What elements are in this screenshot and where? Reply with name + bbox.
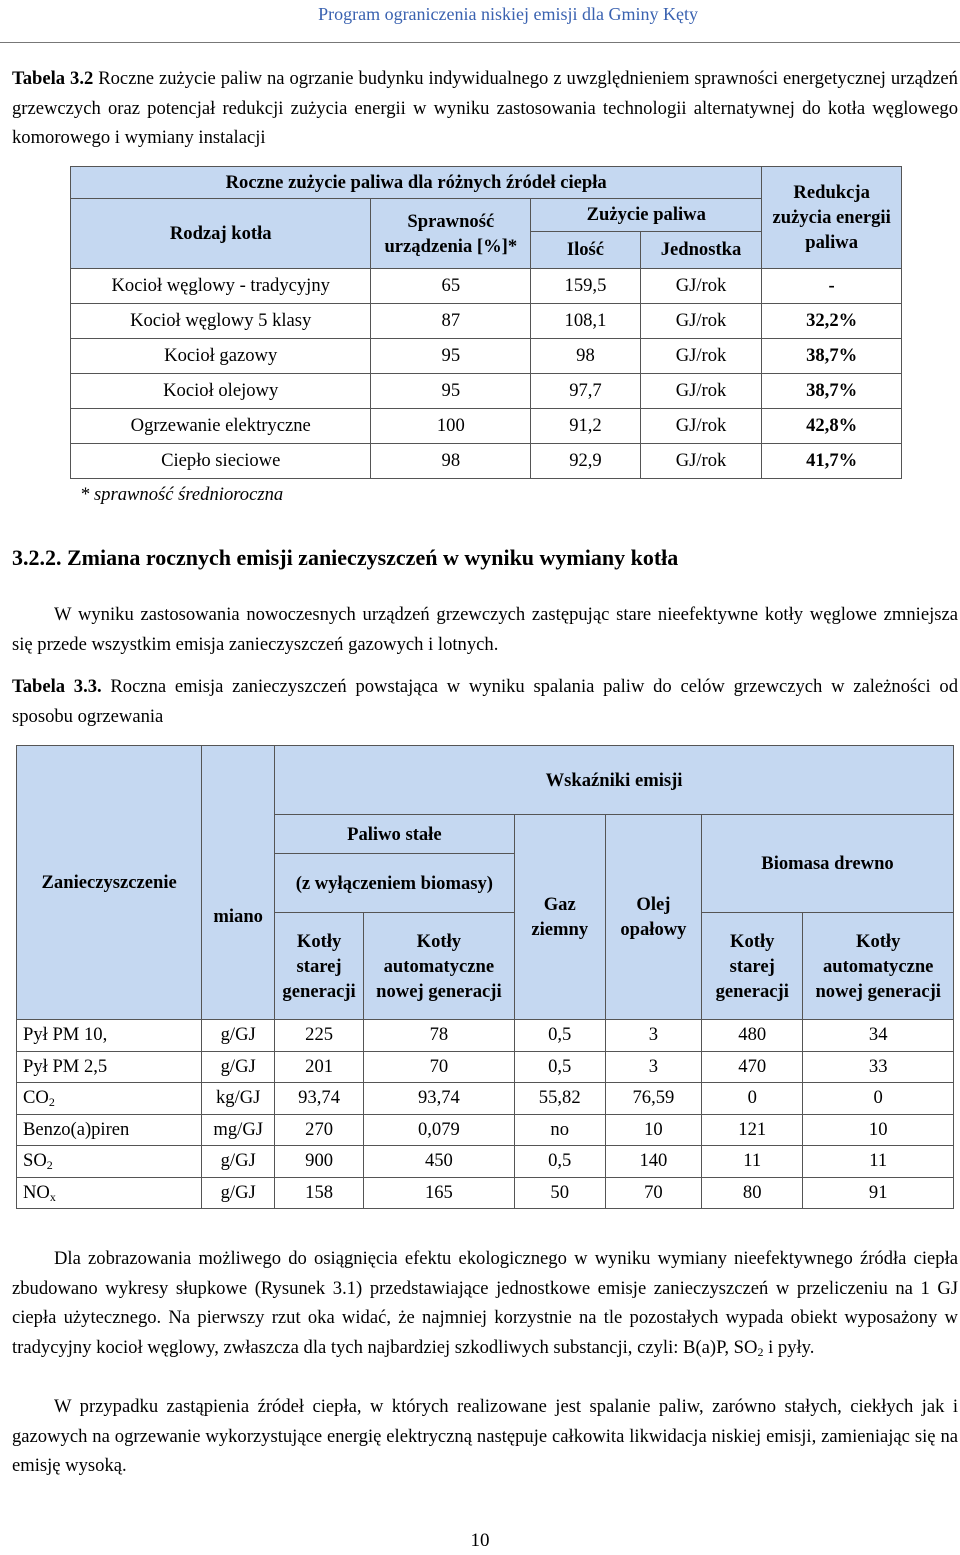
col-usage: Zużycie paliwa	[531, 199, 762, 232]
table-3-2	[70, 166, 902, 479]
table-footnote: * sprawność średnioroczna	[80, 484, 284, 505]
page-number: 10	[470, 1530, 490, 1551]
col-unit: Jednostka	[640, 232, 762, 269]
table-3-3	[16, 745, 954, 1209]
col-reduction: Redukcja zużycia energii paliwa	[762, 167, 902, 269]
table-row: Pył PM 2,5 g/GJ 201 70 0,5 3 470 33	[17, 1051, 954, 1083]
table-row: Kocioł olejowy 95 97,7 GJ/rok 38,7%	[71, 374, 902, 409]
table-3-2-caption	[12, 64, 958, 153]
table-row: $NO_x$ g/GJ 158 165 50 70 80 91	[17, 1177, 954, 1209]
caption-text: Roczna emisja zanieczyszczeń powstająca w wyniku spalania paliw do celów grzewczych w zależności od sposobu ogrzewania	[12, 676, 958, 727]
header-group: Roczne zużycie paliwa dla różnych źródeł ciepła	[71, 167, 762, 199]
col-solid-old: Kotły starej generacji	[275, 913, 364, 1020]
table-row: Kocioł węglowy - tradycyjny 65 159,5 GJ/rok -	[71, 269, 902, 304]
col-gas: Gaz ziemny	[514, 815, 605, 1020]
section-heading: 3.2.2. Zmiana rocznych emisji zanieczyszczeń w wyniku wymiany kotła	[12, 545, 679, 570]
table-row: Kocioł węglowy 5 klasy 87 108,1 GJ/rok 32,2%	[71, 304, 902, 339]
body-paragraph-3: W przypadku zastąpienia źródeł ciepła, w których realizowane jest spalanie paliw, zarówno stałych, ciekłych jak i gazowych na ogrzewanie wykorzystujące energię elektryczną następuje całkowita likwidacja niskiej emisji, zamieniając się na emisję wysoką.	[12, 1396, 958, 1476]
caption-label: Tabela 3.2	[12, 68, 94, 89]
col-oil: Olej opałowy	[605, 815, 701, 1020]
col-biomass-old: Kotły starej generacji	[702, 913, 803, 1020]
col-biomass-new: Kotły automatyczne nowej generacji	[803, 913, 954, 1020]
header-biomass: Biomasa drewno	[702, 815, 954, 913]
caption-text: Roczne zużycie paliw na ogrzanie budynku indywidualnego z uwzględnieniem sprawności energetycznej urządzeń grzewczych oraz potencjał redukcji zużycia energii w wyniku zastosowania technologii alternatywnej do kotła węglowego komorowego i wymiany instalacji	[12, 68, 958, 148]
col-type: Rodzaj kotła	[71, 199, 371, 269]
col-pollutant: Zanieczyszczenie	[17, 746, 202, 1020]
col-unit: miano	[202, 815, 275, 1020]
table-row: Benzo(a)piren mg/GJ 270 0,079 no 10 121 10	[17, 1114, 954, 1146]
header-emission-indicators: Wskaźniki emisji	[275, 746, 954, 815]
col-solid-new: Kotły automatyczne nowej generacji	[364, 913, 515, 1020]
table-row: Kocioł gazowy 95 98 GJ/rok 38,7%	[71, 339, 902, 374]
header-rule	[0, 42, 960, 43]
table-3-3-caption	[12, 672, 958, 731]
body-paragraph-1: W wyniku zastosowania nowoczesnych urządzeń grzewczych zastępując stare nieefektywne kotły węglowe zmniejsza się przede wszystkim emisja zanieczyszczeń gazowych i lotnych.	[12, 604, 958, 655]
body-paragraph-2: Dla zobrazowania możliwego do osiągnięcia efektu ekologicznego w wyniku wymiany nieefektywnego źródła ciepła zbudowano wykresy słupkowe (Rysunek 3.1) przedstawiające jednostkowe emisje zanieczyszczeń w przeliczeniu na 1 GJ ciepła użytecznego. Na pierwszy rzut oka widać, że najmniej korzystnie na tle pozostałych wypada obiekt wyposażony w tradycyjny kocioł węglowy, zwłaszcza dla tych najbardziej szkodliwych substancji, czyli: B(a)P, $SO_2$ i pyły.	[12, 1248, 958, 1359]
header-solid-fuel-note: (z wyłączeniem biomasy)	[275, 854, 515, 913]
table-row: $SO_2$ g/GJ 900 450 0,5 140 11 11	[17, 1146, 954, 1178]
col-efficiency: Sprawność urządzenia [%]*	[371, 199, 531, 269]
table-row: Pył PM 10, g/GJ 225 78 0,5 3 480 34	[17, 1020, 954, 1052]
col-amount: Ilość	[531, 232, 641, 269]
table-row: Ogrzewanie elektryczne 100 91,2 GJ/rok 42,8%	[71, 409, 902, 444]
caption-label: Tabela 3.3.	[12, 676, 102, 697]
header-solid-fuel: Paliwo stałe	[275, 815, 515, 854]
table-row: $CO_2$ kg/GJ 93,74 93,74 55,82 76,59 0 0	[17, 1083, 954, 1115]
table-row: Ciepło sieciowe 98 92,9 GJ/rok 41,7%	[71, 444, 902, 479]
running-header: Program ograniczenia niskiej emisji dla Gminy Kęty	[318, 4, 698, 24]
